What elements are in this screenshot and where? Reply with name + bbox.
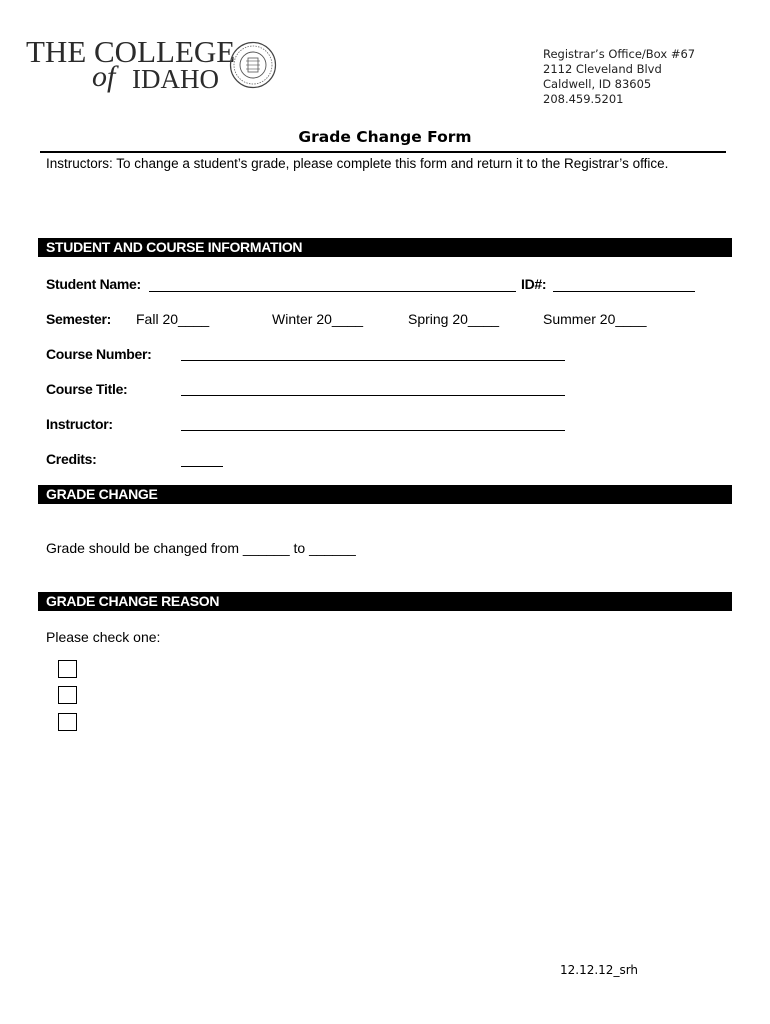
grade-change-sentence[interactable]: Grade should be changed from ______ to ______	[46, 540, 356, 556]
registrar-address	[543, 47, 695, 107]
address-line: Registrar’s Office/Box #67	[543, 47, 696, 61]
semester-option-winter[interactable]: Winter 20____	[272, 311, 364, 327]
semester-label: Semester:	[46, 311, 112, 327]
credits-field[interactable]	[181, 466, 223, 467]
reason-checkbox-1[interactable]	[58, 660, 77, 678]
instructor-label: Instructor:	[46, 416, 113, 432]
course-title-label: Course Title:	[46, 381, 128, 397]
section-heading-grade-change-reason: GRADE CHANGE REASON	[38, 592, 732, 611]
course-number-field[interactable]	[181, 360, 565, 361]
address-line: 2112 Cleveland Blvd	[543, 62, 662, 76]
address-line: 208.459.5201	[543, 92, 624, 106]
section-heading-student-course: STUDENT AND COURSE INFORMATION	[38, 238, 732, 257]
course-number-label: Course Number:	[46, 346, 152, 362]
reason-checkbox-2[interactable]	[58, 686, 77, 704]
form-revision-code: 12.12.12_srh	[560, 963, 639, 977]
section-heading-grade-change: GRADE CHANGE	[38, 485, 732, 504]
credits-label: Credits:	[46, 451, 97, 467]
check-one-instruction: Please check one:	[46, 629, 161, 645]
semester-option-spring[interactable]: Spring 20____	[408, 311, 500, 327]
course-title-field[interactable]	[181, 395, 565, 396]
instructor-field[interactable]	[181, 430, 565, 431]
logo-text-the-college: THE COLLEGE	[26, 34, 236, 69]
semester-option-fall[interactable]: Fall 20____	[136, 311, 210, 327]
student-name-label: Student Name:	[46, 276, 141, 292]
intro-text: Instructors: To change a student’s grade, please complete this form and return it to the Registrar’s office.	[46, 156, 669, 171]
logo-text-idaho: IDAHO	[132, 64, 219, 94]
id-label: ID#:	[521, 276, 547, 292]
title-divider	[40, 151, 726, 153]
semester-option-summer[interactable]: Summer 20____	[543, 311, 647, 327]
address-line: Caldwell, ID 83605	[543, 77, 652, 91]
logo-text-of: of	[92, 60, 116, 93]
student-name-field[interactable]	[149, 291, 516, 292]
student-id-field[interactable]	[553, 291, 695, 292]
form-title: Grade Change Form	[298, 128, 472, 146]
reason-checkbox-3[interactable]	[58, 713, 77, 731]
college-seal-icon	[229, 41, 277, 89]
